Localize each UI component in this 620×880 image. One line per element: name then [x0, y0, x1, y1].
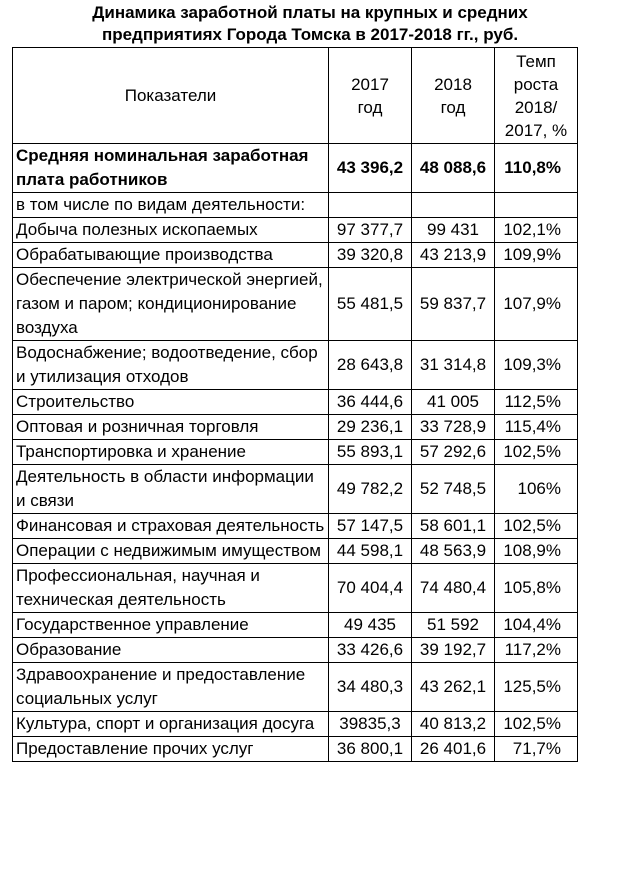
row-2018-cell: 33 728,9: [412, 415, 495, 440]
row-rate-cell: 109,9%: [495, 243, 578, 268]
row-name-cell: Средняя номинальная заработная плата работников: [13, 144, 329, 193]
row-2018-cell: 57 292,6: [412, 440, 495, 465]
row-2018-cell: 58 601,1: [412, 514, 495, 539]
table-row: [13, 218, 578, 243]
row-2017-cell: 39 320,8: [329, 243, 412, 268]
row-2018-cell: 40 813,2: [412, 712, 495, 737]
row-rate-cell: 107,9%: [495, 268, 578, 341]
row-name-cell: Государственное управление: [13, 613, 329, 638]
row-2017-cell: 55 893,1: [329, 440, 412, 465]
header-rate-line: Темп: [516, 51, 556, 71]
row-2018-cell: 43 262,1: [412, 663, 495, 712]
row-name-cell: Строительство: [13, 390, 329, 415]
header-2017: [329, 48, 412, 144]
row-rate-cell: 104,4%: [495, 613, 578, 638]
header-rate-line: 2018/: [514, 97, 558, 117]
row-rate-cell: 102,5%: [495, 514, 578, 539]
table-row: [13, 737, 578, 762]
row-2018-cell: 51 592: [412, 613, 495, 638]
row-2017-cell: 43 396,2: [329, 144, 412, 193]
table-row: [13, 144, 578, 193]
table-row: [13, 539, 578, 564]
row-rate-cell: [495, 193, 578, 218]
header-row: [13, 48, 578, 144]
row-2018-cell: 52 748,5: [412, 465, 495, 514]
row-2017-cell: 49 435: [329, 613, 412, 638]
row-2018-cell: 99 431: [412, 218, 495, 243]
header-rate-line: 2017, %: [504, 120, 568, 140]
row-rate-cell: 108,9%: [495, 539, 578, 564]
row-2018-cell: 59 837,7: [412, 268, 495, 341]
table-row: [13, 440, 578, 465]
header-rate: [495, 48, 578, 144]
header-2017-line: 2017: [351, 74, 389, 94]
row-2017-cell: 36 444,6: [329, 390, 412, 415]
row-2018-cell: 43 213,9: [412, 243, 495, 268]
table-row: [13, 638, 578, 663]
row-name-cell: Деятельность в области информации и связи: [13, 465, 329, 514]
row-name-cell: Обеспечение электрической энергией, газом и паром; кондиционирование воздуха: [13, 268, 329, 341]
table-row: [13, 243, 578, 268]
row-rate-cell: 105,8%: [495, 564, 578, 613]
row-2018-cell: 39 192,7: [412, 638, 495, 663]
header-2018: [412, 48, 495, 144]
row-name-cell: Водоснабжение; водоотведение, сбор и утилизация отходов: [13, 341, 329, 390]
row-name-cell: Добыча полезных ископаемых: [13, 218, 329, 243]
salary-table: [12, 47, 578, 762]
row-rate-cell: 102,1%: [495, 218, 578, 243]
row-2017-cell: 97 377,7: [329, 218, 412, 243]
row-2017-cell: 33 426,6: [329, 638, 412, 663]
row-2017-cell: 44 598,1: [329, 539, 412, 564]
row-2017-cell: 39835,3: [329, 712, 412, 737]
row-2018-cell: 48 563,9: [412, 539, 495, 564]
row-rate-cell: 106%: [495, 465, 578, 514]
row-name-cell: Образование: [13, 638, 329, 663]
row-2017-cell: 57 147,5: [329, 514, 412, 539]
table-row: [13, 465, 578, 514]
table-row: [13, 341, 578, 390]
row-2017-cell: 29 236,1: [329, 415, 412, 440]
row-rate-cell: 109,3%: [495, 341, 578, 390]
table-row: [13, 712, 578, 737]
row-2018-cell: 41 005: [412, 390, 495, 415]
row-name-cell: в том числе по видам деятельности:: [13, 193, 329, 218]
table-row: [13, 564, 578, 613]
row-rate-cell: 110,8%: [495, 144, 578, 193]
row-2018-cell: [412, 193, 495, 218]
row-2017-cell: 70 404,4: [329, 564, 412, 613]
row-rate-cell: 125,5%: [495, 663, 578, 712]
row-rate-cell: 102,5%: [495, 712, 578, 737]
row-name-cell: Финансовая и страховая деятельность: [13, 514, 329, 539]
row-name-cell: Профессиональная, научная и техническая деятельность: [13, 564, 329, 613]
row-2017-cell: 28 643,8: [329, 341, 412, 390]
document-title: [0, 2, 620, 46]
table-row: [13, 663, 578, 712]
row-name-cell: Операции с недвижимым имуществом: [13, 539, 329, 564]
title-line-2: предприятиях Города Томска в 2017-2018 гг., руб.: [101, 25, 519, 44]
table-body: [13, 144, 578, 762]
table-row: [13, 613, 578, 638]
table-row: [13, 268, 578, 341]
header-indicator: Показатели: [13, 48, 329, 144]
row-rate-cell: 102,5%: [495, 440, 578, 465]
row-2018-cell: 26 401,6: [412, 737, 495, 762]
row-2018-cell: 31 314,8: [412, 341, 495, 390]
row-rate-cell: 117,2%: [495, 638, 578, 663]
row-2018-cell: 48 088,6: [412, 144, 495, 193]
table-row: [13, 514, 578, 539]
title-line-1: Динамика заработной платы на крупных и средних: [92, 3, 528, 22]
row-name-cell: Транспортировка и хранение: [13, 440, 329, 465]
row-2018-cell: 74 480,4: [412, 564, 495, 613]
row-rate-cell: 71,7%: [495, 737, 578, 762]
row-rate-cell: 112,5%: [495, 390, 578, 415]
row-name-cell: Предоставление прочих услуг: [13, 737, 329, 762]
row-name-cell: Здравоохранение и предоставление социальных услуг: [13, 663, 329, 712]
table-row: [13, 193, 578, 218]
row-name-cell: Оптовая и розничная торговля: [13, 415, 329, 440]
header-2018-line: 2018: [434, 74, 472, 94]
row-2017-cell: 55 481,5: [329, 268, 412, 341]
row-2017-cell: 34 480,3: [329, 663, 412, 712]
row-2017-cell: 36 800,1: [329, 737, 412, 762]
table-row: [13, 390, 578, 415]
header-2017-line: год: [357, 97, 383, 117]
row-2017-cell: 49 782,2: [329, 465, 412, 514]
table-row: [13, 415, 578, 440]
row-2017-cell: [329, 193, 412, 218]
row-name-cell: Обрабатывающие производства: [13, 243, 329, 268]
row-rate-cell: 115,4%: [495, 415, 578, 440]
header-2018-line: год: [440, 97, 466, 117]
header-rate-line: роста: [513, 74, 559, 94]
row-name-cell: Культура, спорт и организация досуга: [13, 712, 329, 737]
